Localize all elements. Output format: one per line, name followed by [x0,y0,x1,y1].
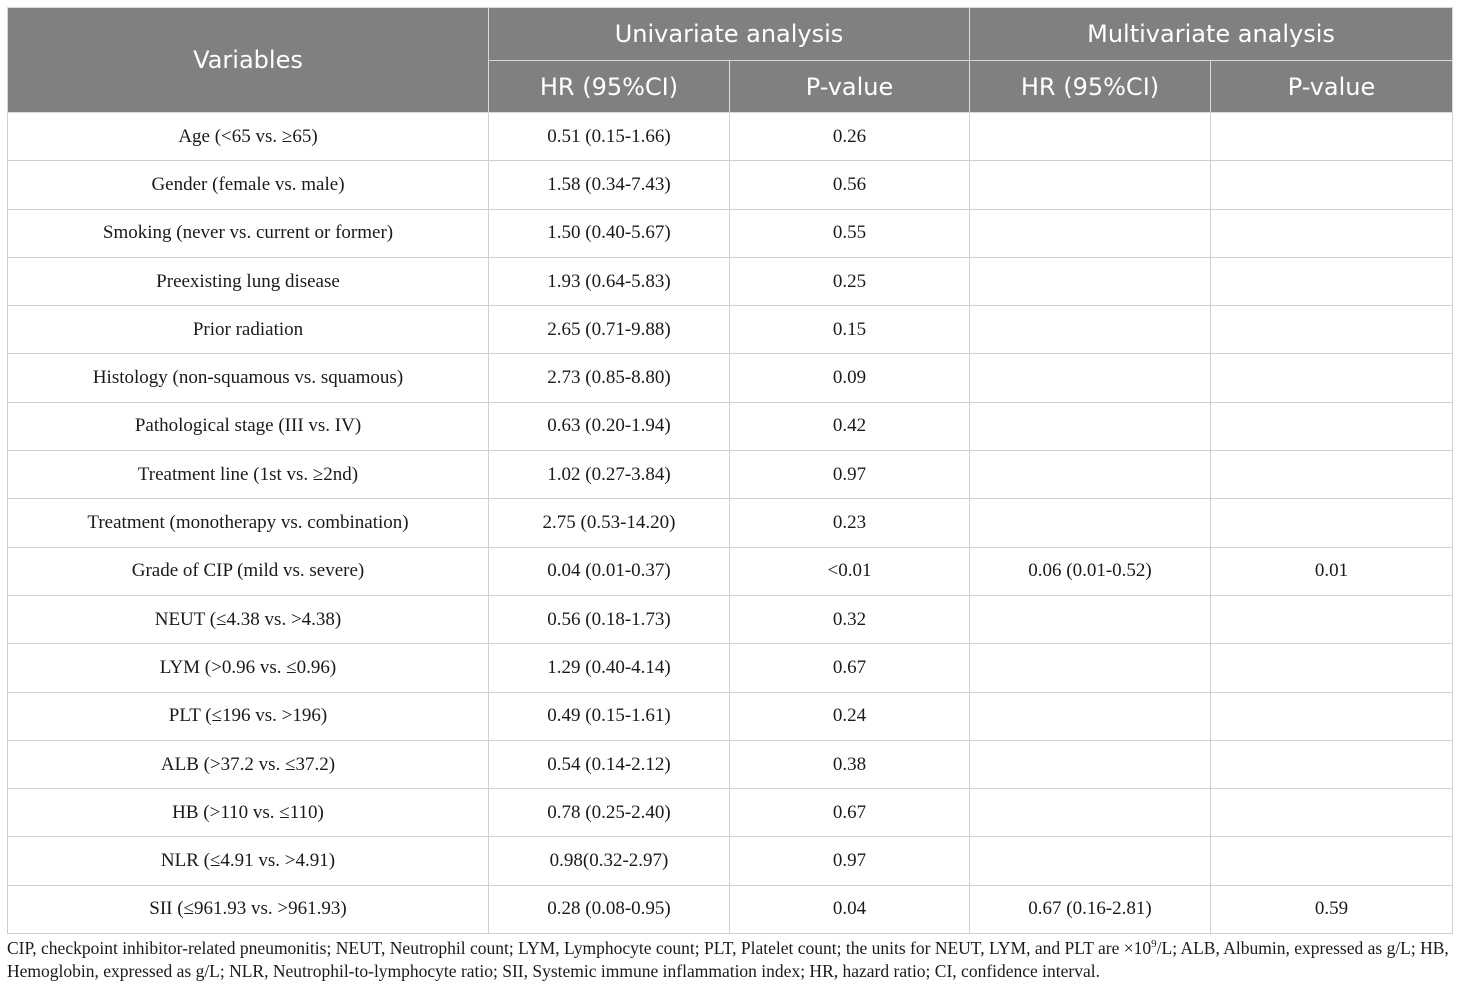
table-row [8,789,1453,837]
cell-variable: Treatment line (1st vs. ≥2nd) [8,451,489,499]
header-variables: Variables [8,8,489,113]
cox-regression-table [7,7,1453,934]
table-row [8,499,1453,547]
cell-multi-p [1211,354,1453,402]
cell-multi-hr [970,837,1211,885]
cell-multi-hr: 0.06 (0.01-0.52) [970,547,1211,595]
cell-uni-p: 0.24 [730,692,970,740]
cell-uni-hr: 2.65 (0.71-9.88) [489,306,730,354]
table-row [8,451,1453,499]
cell-multi-hr [970,595,1211,643]
cell-multi-hr [970,306,1211,354]
cell-variable: NLR (≤4.91 vs. >4.91) [8,837,489,885]
cell-uni-p: <0.01 [730,547,970,595]
cell-multi-p [1211,209,1453,257]
cell-multi-p [1211,257,1453,305]
cell-multi-p [1211,451,1453,499]
cell-multi-hr [970,692,1211,740]
cell-uni-hr: 0.56 (0.18-1.73) [489,595,730,643]
cell-multi-p: 0.59 [1211,885,1453,933]
table-row [8,837,1453,885]
cell-uni-p: 0.56 [730,161,970,209]
cell-multi-hr: 0.67 (0.16-2.81) [970,885,1211,933]
cell-multi-hr [970,644,1211,692]
cell-multi-p [1211,692,1453,740]
table-row [8,354,1453,402]
cell-multi-hr [970,113,1211,161]
table-row [8,740,1453,788]
cell-variable: Pathological stage (III vs. IV) [8,402,489,450]
cell-variable: LYM (>0.96 vs. ≤0.96) [8,644,489,692]
cell-multi-p [1211,161,1453,209]
cell-multi-p [1211,837,1453,885]
cell-uni-hr: 1.93 (0.64-5.83) [489,257,730,305]
cell-uni-hr: 1.58 (0.34-7.43) [489,161,730,209]
cell-multi-p: 0.01 [1211,547,1453,595]
table-row [8,547,1453,595]
table-row [8,113,1453,161]
cell-multi-p [1211,789,1453,837]
cell-variable: Treatment (monotherapy vs. combination) [8,499,489,547]
cell-variable: PLT (≤196 vs. >196) [8,692,489,740]
cell-multi-hr [970,209,1211,257]
cell-uni-hr: 1.50 (0.40-5.67) [489,209,730,257]
table-header [8,8,1453,113]
header-uni-hr: HR (95%CI) [489,61,730,113]
cell-uni-hr: 2.73 (0.85-8.80) [489,354,730,402]
cell-uni-p: 0.04 [730,885,970,933]
cell-uni-hr: 2.75 (0.53-14.20) [489,499,730,547]
cell-variable: NEUT (≤4.38 vs. >4.38) [8,595,489,643]
table-row [8,402,1453,450]
cell-variable: Grade of CIP (mild vs. severe) [8,547,489,595]
cell-uni-p: 0.67 [730,644,970,692]
cell-variable: SII (≤961.93 vs. >961.93) [8,885,489,933]
header-multi-p: P-value [1211,61,1453,113]
cell-uni-hr: 0.51 (0.15-1.66) [489,113,730,161]
header-multi-hr: HR (95%CI) [970,61,1211,113]
cell-variable: Histology (non-squamous vs. squamous) [8,354,489,402]
cell-uni-p: 0.38 [730,740,970,788]
cell-uni-p: 0.15 [730,306,970,354]
cell-uni-hr: 1.02 (0.27-3.84) [489,451,730,499]
footnote-part1: CIP, checkpoint inhibitor-related pneumonitis; NEUT, Neutrophil count; LYM, Lymphocyte count; PLT, Platelet count; the units for NEUT, LYM, and PLT are ×10 [7,938,1152,958]
cell-multi-hr [970,740,1211,788]
footnote-superscript: 9 [1151,938,1157,951]
header-uni-p: P-value [730,61,970,113]
cell-multi-p [1211,740,1453,788]
cell-multi-p [1211,644,1453,692]
table-row [8,644,1453,692]
cell-uni-hr: 0.28 (0.08-0.95) [489,885,730,933]
table-body [8,113,1453,934]
cell-uni-p: 0.42 [730,402,970,450]
cell-variable: Gender (female vs. male) [8,161,489,209]
cell-multi-hr [970,499,1211,547]
cell-multi-p [1211,402,1453,450]
cell-uni-p: 0.26 [730,113,970,161]
table-row [8,306,1453,354]
cell-multi-hr [970,354,1211,402]
cell-multi-hr [970,402,1211,450]
cell-multi-p [1211,499,1453,547]
header-univariate: Univariate analysis [489,8,970,61]
results-table-container [7,7,1452,934]
cell-multi-hr [970,257,1211,305]
footnote-part2: /L; ALB, Albumin, expressed as g/L; HB, Hemoglobin, expressed as g/L; NLR, Neutrophil-to-lymphocyte ratio; SII, Systemic immune inflammation index; HR, hazard ratio; CI, confidence interval. [7,938,1449,981]
cell-variable: Prior radiation [8,306,489,354]
table-row [8,161,1453,209]
table-row [8,595,1453,643]
cell-multi-p [1211,306,1453,354]
cell-uni-p: 0.97 [730,837,970,885]
cell-uni-p: 0.09 [730,354,970,402]
cell-uni-p: 0.23 [730,499,970,547]
cell-variable: Preexisting lung disease [8,257,489,305]
table-row [8,209,1453,257]
cell-uni-hr: 0.63 (0.20-1.94) [489,402,730,450]
header-multivariate: Multivariate analysis [970,8,1453,61]
table-footnote [7,937,1455,983]
cell-multi-p [1211,113,1453,161]
cell-uni-hr: 0.04 (0.01-0.37) [489,547,730,595]
cell-variable: HB (>110 vs. ≤110) [8,789,489,837]
cell-multi-hr [970,161,1211,209]
cell-uni-hr: 0.78 (0.25-2.40) [489,789,730,837]
cell-multi-p [1211,595,1453,643]
cell-uni-hr: 1.29 (0.40-4.14) [489,644,730,692]
cell-variable: Smoking (never vs. current or former) [8,209,489,257]
table-row [8,885,1453,933]
cell-multi-hr [970,451,1211,499]
table-row [8,692,1453,740]
cell-uni-p: 0.55 [730,209,970,257]
cell-variable: Age (<65 vs. ≥65) [8,113,489,161]
cell-uni-p: 0.67 [730,789,970,837]
cell-uni-hr: 0.98(0.32-2.97) [489,837,730,885]
cell-multi-hr [970,789,1211,837]
cell-uni-hr: 0.49 (0.15-1.61) [489,692,730,740]
cell-uni-hr: 0.54 (0.14-2.12) [489,740,730,788]
cell-variable: ALB (>37.2 vs. ≤37.2) [8,740,489,788]
cell-uni-p: 0.32 [730,595,970,643]
cell-uni-p: 0.25 [730,257,970,305]
table-row [8,257,1453,305]
cell-uni-p: 0.97 [730,451,970,499]
